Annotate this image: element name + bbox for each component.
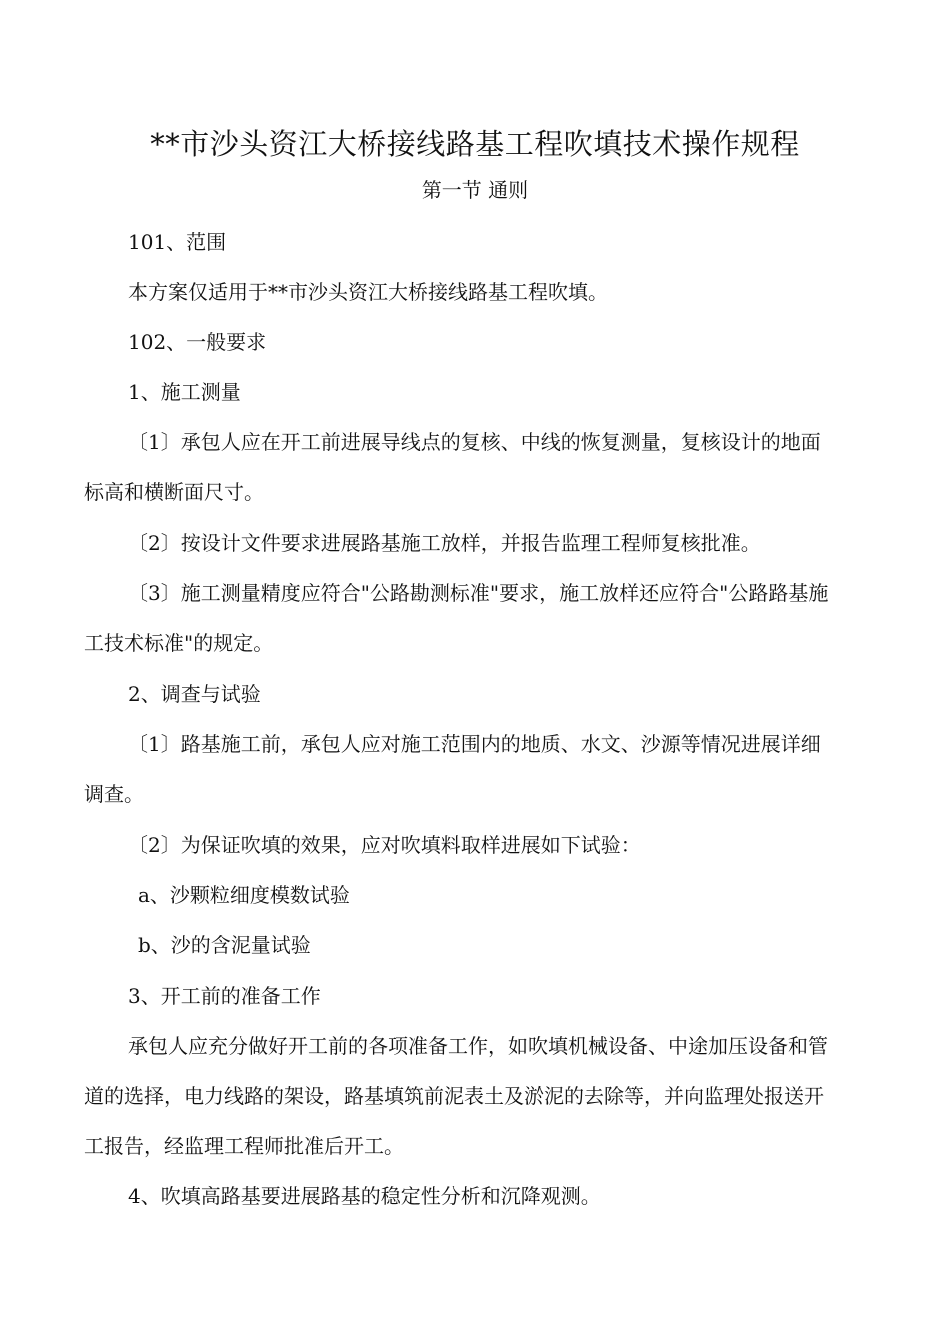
clause-102-heading: 102、一般要求	[128, 330, 267, 354]
item-1-1-line-1: 〔1〕承包人应在开工前进展导线点的复核、中线的恢复测量，复核设计的地面	[128, 430, 821, 454]
item-1-2-line: 〔2〕按设计文件要求进展路基施工放样，并报告监理工程师复核批准。	[128, 531, 761, 555]
item-1-heading: 1、施工测量	[128, 380, 241, 404]
item-2-2-line: 〔2〕为保证吹填的效果，应对吹填料取样进展如下试验：	[128, 833, 641, 857]
item-1-3-line-2: 工技术标准"的规定。	[84, 631, 274, 655]
item-3-line-3: 工报告，经监理工程师批准后开工。	[84, 1134, 404, 1158]
item-4-line: 4、吹填高路基要进展路基的稳定性分析和沉降观测。	[128, 1184, 601, 1208]
test-a-line: a、沙颗粒细度模数试验	[138, 883, 350, 907]
item-1-3-line-1: 〔3〕施工测量精度应符合"公路勘测标准"要求，施工放样还应符合"公路路基施	[128, 581, 829, 605]
item-3-line-1: 承包人应充分做好开工前的各项准备工作，如吹填机械设备、中途加压设备和管	[128, 1034, 828, 1058]
item-1-1-line-2: 标高和横断面尺寸。	[84, 480, 264, 504]
item-3-line-2: 道的选择，电力线路的架设，路基填筑前泥表土及淤泥的去除等，并向监理处报送开	[84, 1084, 824, 1108]
section-heading: 第一节 通则	[421, 178, 529, 202]
item-2-1-line-2: 调查。	[84, 782, 144, 806]
item-2-heading: 2、调查与试验	[128, 682, 261, 706]
item-2-1-line-1: 〔1〕路基施工前，承包人应对施工范围内的地质、水文、沙源等情况进展详细	[128, 732, 821, 756]
document-title: **市沙头资江大桥接线路基工程吹填技术操作规程	[150, 127, 800, 161]
clause-101-heading: 101、范围	[128, 230, 227, 254]
test-b-line: b、沙的含泥量试验	[138, 933, 311, 957]
item-3-heading: 3、开工前的准备工作	[128, 984, 321, 1008]
scope-paragraph: 本方案仅适用于**市沙头资江大桥接线路基工程吹填。	[128, 280, 608, 304]
